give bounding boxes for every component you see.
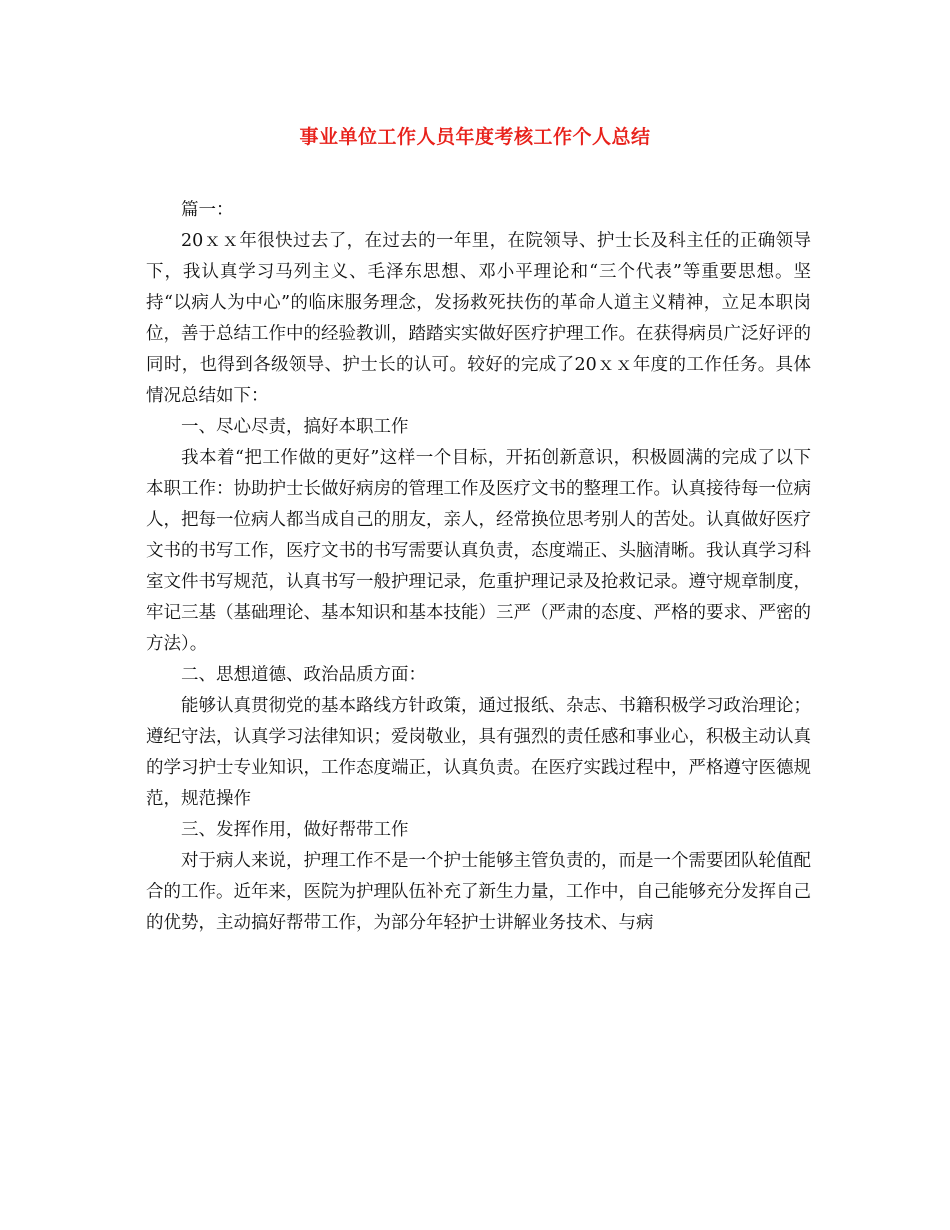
section-label: 篇一： — [181, 200, 234, 220]
section-heading-1: 一、尽心尽责，搞好本职工作 — [181, 417, 409, 437]
section-paragraph-2: 能够认真贯彻党的基本路线方针政策，通过报纸、杂志、书籍积极学习政治理论；遵纪守法，认真学习法律知识；爱岗敬业，具有强烈的责任感和事业心，积极主动认真的学习护士专业知识，工作态度端正，认真负责。在医疗实践过程中，严格遵守医德规范，规范操作 — [146, 696, 811, 809]
section-heading-2: 二、思想道德、政治品质方面： — [181, 665, 426, 685]
intro-paragraph: 20ｘｘ年很快过去了，在过去的一年里，在院领导、护士长及科主任的正确领导下，我认真学习马列主义、毛泽东思想、邓小平理论和“三个代表”等重要思想。坚持“以病人为中心”的临床服务理念，发扬救死扶伤的革命人道主义精神，立足本职岗位，善于总结工作中的经验教训，踏踏实实做好医疗护理工作。在获得病员广泛好评的同时，也得到各级领导、护士长的认可。较好的完成了20ｘｘ年度的工作任务。具体情况总结如下： — [146, 231, 811, 406]
section-paragraph-3: 对于病人来说，护理工作不是一个护士能够主管负责的，而是一个需要团队轮值配合的工作。近年来，医院为护理队伍补充了新生力量，工作中，自己能够充分发挥自己的优势，主动搞好帮带工作，为部分年轻护士讲解业务技术、与病 — [146, 851, 811, 933]
section-heading-3: 三、发挥作用，做好帮带工作 — [181, 820, 409, 840]
section-paragraph-1: 我本着“把工作做的更好”这样一个目标，开拓创新意识，积极圆满的完成了以下本职工作：协助护士长做好病房的管理工作及医疗文书的整理工作。认真接待每一位病人，把每一位病人都当成自己的朋友，亲人，经常换位思考别人的苦处。认真做好医疗文书的书写工作，医疗文书的书写需要认真负责，态度端正、头脑清晰。我认真学习科室文件书写规范，认真书写一般护理记录，危重护理记录及抢救记录。遵守规章制度，牢记三基（基础理论、基本知识和基本技能）三严（严肃的态度、严格的要求、严密的方法）。 — [146, 448, 811, 654]
document-body — [146, 195, 811, 939]
document-title: 事业单位工作人员年度考核工作个人总结 — [299, 126, 651, 148]
